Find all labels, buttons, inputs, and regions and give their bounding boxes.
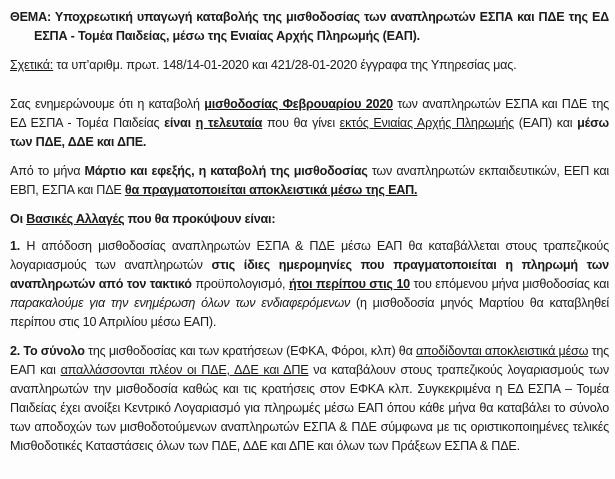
subject-text: Υποχρεωτική υπαγωγή καταβολής της μισθοδοσίας των αναπληρωτών ΕΣΠΑ και ΠΔΕ της ΕΔ ΕΣΠΑ - Τομέα Παιδείας, μέσω της Ενιαίας Αρχής Πληρωμής (ΕΑΠ). [34, 10, 610, 43]
text-run: (ΕΑΠ) και [514, 116, 578, 130]
march-paragraph [10, 162, 609, 200]
text-run: Μάρτιο και εφεξής, η καταβολή της μισθοδοσίας [84, 164, 372, 178]
subject-label: ΘΕΜΑ: [10, 10, 51, 24]
text-run: στις ίδιες ημερομηνίες που πραγματοποιείται η πληρωμή των αναπληρωτών από τον τακτικό [10, 258, 609, 291]
text-run: που θα γίνει [262, 116, 340, 130]
text-run: του επόμενου μήνα μισθοδοσίας και [409, 277, 609, 291]
reference-text: τα υπ’αριθμ. πρωτ. 148/14-01-2020 και 421/28-01-2020 έγγραφα της Υπηρεσίας μας. [53, 58, 517, 72]
text-run: αποδίδονται αποκλειστικά μέσω [415, 344, 589, 358]
text-run: μέσω των ΠΔΕ, ΔΔΕ και ΔΠΕ. [10, 116, 609, 149]
text-run: η τελευταία [195, 116, 263, 130]
text-run: των αναπληρωτών ΕΣΠΑ και ΠΔΕ της ΕΔ ΕΣΠΑ - Τομέα Παιδείας [10, 97, 610, 130]
item-number: 2. Το σύνολο [10, 344, 85, 358]
reference-label: Σχετικά: [10, 58, 54, 72]
text-run: Βασικές Αλλαγές [26, 212, 125, 226]
text-run: θα πραγματοποιείται αποκλειστικά μέσω της ΕΑΠ. [124, 183, 418, 197]
text-run: Οι [10, 212, 27, 226]
text-run: (η μισθοδοσία μηνός Μαρτίου θα καταβληθεί περίπου στις 10 Απριλίου μέσω ΕΑΠ). [10, 296, 609, 329]
change-item-2 [10, 342, 609, 456]
text-run: ήτοι περίπου στις 10 [288, 277, 410, 291]
text-run: Σας ενημερώνουμε ότι η καταβολή [10, 97, 205, 111]
intro-paragraph [10, 95, 609, 152]
letter-body [10, 8, 609, 456]
text-run: είναι [164, 116, 196, 130]
text-run: Από το μήνα [10, 164, 85, 178]
text-run: απαλλάσσονται πλέον οι ΠΔΕ, ΔΔΕ και ΔΠΕ [60, 363, 309, 377]
text-run: να καταβάλουν στους τραπεζικούς λογαριασμούς των αναπληρωτών την μισθοδοσία καθώς και τις κρατήσεις στον ΕΦΚΑ κλπ. Συγκεκριμένα η ΕΔ ΕΣΠΑ – Τομέα Παιδείας έχει ανοίξει Κεντρικό Λογαριασμό για πληρωμές μέσω ΕΑΠ όπου κάθε μήνα θα καταβάλει το σύνολο των αποδοχών των μισθοδοτούμενων αναπληρωτών ΕΣΠΑ & ΠΔΕ σύμφωνα με τις οριστικοποιημένες τελικές Μισθοδοτικές Καταστάσεις όλων των ΠΔΕ, ΔΔΕ και ΔΠΕ και όλων των Πράξεων ΕΣΠΑ & ΠΔΕ. [10, 363, 610, 453]
item-number: 1. [10, 239, 21, 253]
text-run: των αναπληρωτών εκπαιδευτικών, ΕΕΠ και ΕΒΠ, ΕΣΠΑ και ΠΔΕ [10, 164, 609, 197]
changes-heading [10, 210, 609, 229]
text-run: παρακαλούμε για την ενημέρωση όλων των ενδιαφερόμενων [10, 296, 351, 310]
text-run: Η απόδοση μισθοδοσίας αναπληρωτών ΕΣΠΑ & ΠΔΕ μέσω ΕΑΠ θα καταβάλλεται στους τραπεζικούς λογαριασμούς των αναπληρωτών [10, 239, 609, 272]
subject-line [10, 8, 609, 46]
text-run: μισθοδοσίας Φεβρουαρίου 2020 [204, 97, 393, 111]
change-item-1 [10, 237, 609, 332]
text-run: της ΕΑΠ και [10, 344, 610, 377]
text-run: που θα προκύψουν είναι: [124, 212, 276, 226]
text-run: προϋπολογισμό, [195, 277, 289, 291]
reference-line [10, 56, 609, 75]
text-run: εκτός Ενιαίας Αρχής Πληρωμής [339, 116, 515, 130]
text-run: της μισθοδοσίας και των κρατήσεων (ΕΦΚΑ, Φόροι, κλπ) θα [84, 344, 416, 358]
